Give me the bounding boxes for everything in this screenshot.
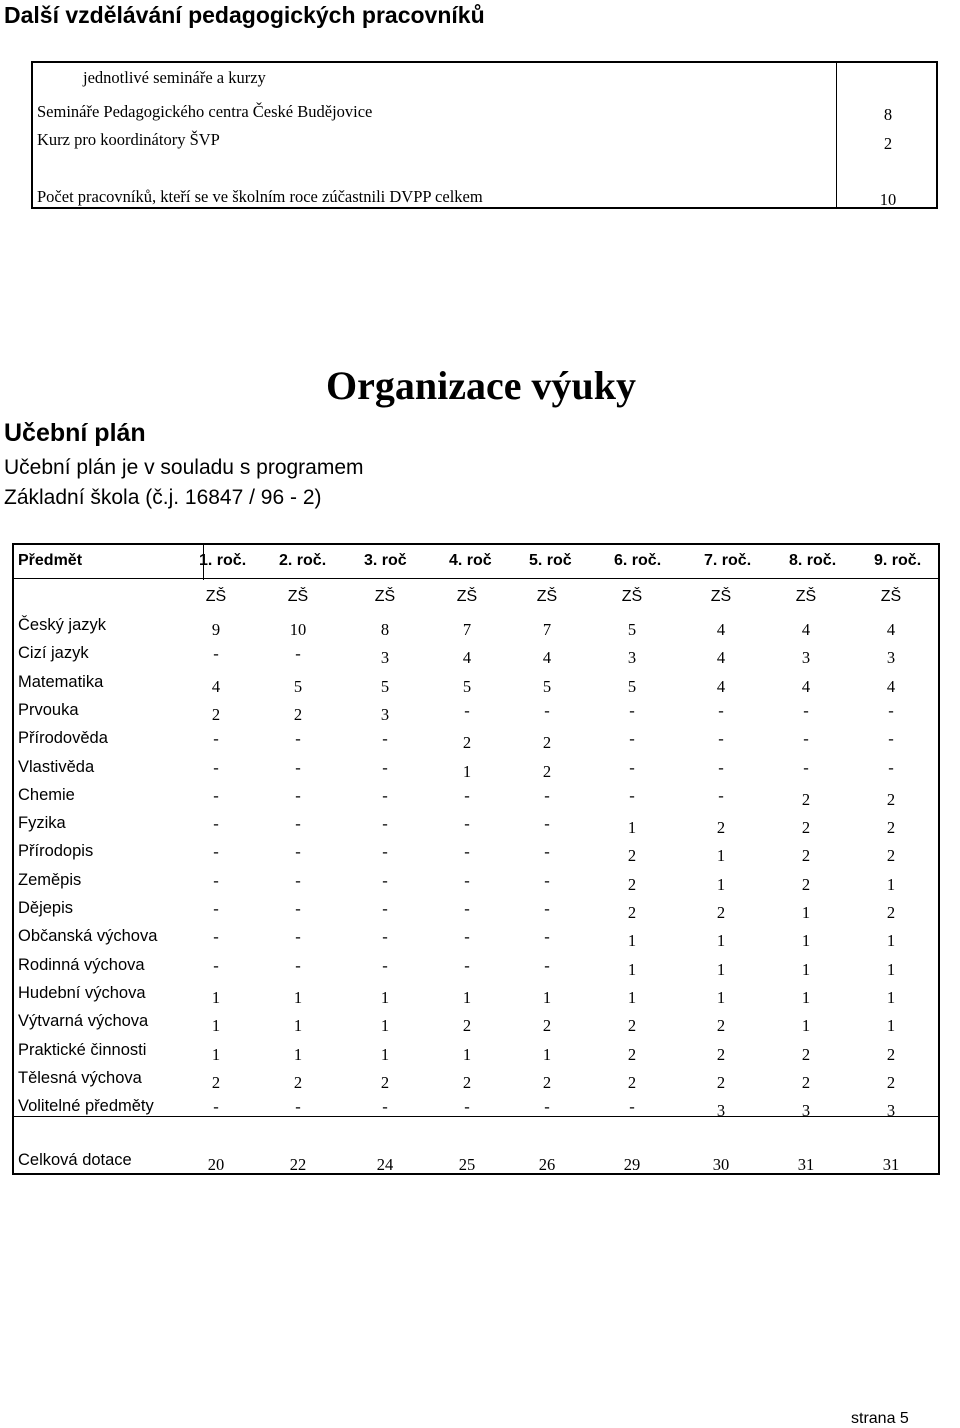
hours-cell: 2 bbox=[886, 818, 896, 837]
hours-cell: - bbox=[629, 701, 635, 720]
grade-header: 5. roč bbox=[529, 552, 572, 569]
hours-cell: 2 bbox=[801, 846, 811, 865]
hours-cell: 1 bbox=[627, 960, 637, 979]
hours-cell: 1 bbox=[211, 1045, 221, 1064]
dvpp-row-value: 2 bbox=[883, 134, 893, 153]
grade-header: 3. roč bbox=[364, 552, 407, 569]
hours-cell: 2 bbox=[293, 1073, 303, 1092]
total-cell: 22 bbox=[289, 1155, 307, 1174]
hours-cell: 2 bbox=[886, 790, 896, 809]
grade-header: 6. roč. bbox=[614, 552, 662, 569]
hours-cell: 4 bbox=[801, 620, 811, 639]
hours-cell: - bbox=[718, 701, 724, 720]
hours-cell: 1 bbox=[886, 960, 896, 979]
school-type-label: ZŠ bbox=[205, 588, 227, 605]
hours-cell: - bbox=[544, 899, 550, 918]
hours-cell: - bbox=[295, 927, 301, 946]
hours-cell: - bbox=[464, 927, 470, 946]
hours-cell: - bbox=[544, 927, 550, 946]
hours-cell: 1 bbox=[462, 1045, 472, 1064]
hours-cell: - bbox=[213, 786, 219, 805]
hours-cell: - bbox=[888, 729, 894, 748]
subject-label: Praktické činnosti bbox=[18, 1041, 147, 1059]
grade-header: 1. roč. bbox=[199, 552, 247, 569]
hours-cell: 3 bbox=[886, 648, 896, 667]
hours-cell: 5 bbox=[627, 620, 637, 639]
hours-cell: - bbox=[213, 899, 219, 918]
subject-label: Český jazyk bbox=[18, 616, 107, 634]
hours-cell: - bbox=[888, 701, 894, 720]
hours-cell: 5 bbox=[293, 677, 303, 696]
hours-cell: 8 bbox=[380, 620, 390, 639]
hours-cell: 5 bbox=[627, 677, 637, 696]
hours-cell: - bbox=[803, 729, 809, 748]
hours-cell: - bbox=[464, 701, 470, 720]
dvpp-table bbox=[31, 61, 938, 209]
school-type-label: ZŠ bbox=[456, 588, 478, 605]
hours-cell: - bbox=[464, 1097, 470, 1116]
total-cell: 26 bbox=[538, 1155, 556, 1174]
school-type-label: ZŠ bbox=[536, 588, 558, 605]
hours-cell: 3 bbox=[801, 1101, 811, 1120]
hours-cell: 2 bbox=[801, 1045, 811, 1064]
hours-cell: - bbox=[464, 786, 470, 805]
hours-cell: - bbox=[382, 871, 388, 890]
hours-cell: - bbox=[629, 729, 635, 748]
hours-cell: 1 bbox=[886, 875, 896, 894]
hours-cell: - bbox=[295, 956, 301, 975]
hours-cell: 2 bbox=[211, 705, 221, 724]
hours-cell: 2 bbox=[380, 1073, 390, 1092]
hours-cell: - bbox=[464, 871, 470, 890]
hours-cell: 1 bbox=[886, 1016, 896, 1035]
hours-cell: 3 bbox=[716, 1101, 726, 1120]
dvpp-row-label: Kurz pro koordinátory ŠVP bbox=[37, 130, 220, 149]
hours-cell: 2 bbox=[716, 1073, 726, 1092]
hours-cell: 2 bbox=[293, 705, 303, 724]
grade-header: 9. roč. bbox=[874, 552, 922, 569]
dvpp-row-label: Semináře Pedagogického centra České Budějovice bbox=[37, 102, 373, 121]
hours-cell: 2 bbox=[627, 903, 637, 922]
subject-label: Chemie bbox=[18, 786, 75, 804]
plan-table bbox=[12, 543, 940, 1175]
hours-cell: 2 bbox=[627, 875, 637, 894]
hours-cell: 2 bbox=[716, 903, 726, 922]
hours-cell: 7 bbox=[542, 620, 552, 639]
hours-cell: 2 bbox=[627, 1016, 637, 1035]
hours-cell: 2 bbox=[542, 1016, 552, 1035]
hours-cell: 2 bbox=[627, 846, 637, 865]
total-cell: 29 bbox=[623, 1155, 641, 1174]
hours-cell: 2 bbox=[627, 1073, 637, 1092]
hours-cell: 1 bbox=[293, 1045, 303, 1064]
hours-cell: 9 bbox=[211, 620, 221, 639]
hours-cell: 1 bbox=[716, 846, 726, 865]
subject-label: Hudební výchova bbox=[18, 984, 146, 1002]
hours-cell: 1 bbox=[886, 988, 896, 1007]
dvpp-total-value: 10 bbox=[879, 190, 897, 209]
hours-cell: - bbox=[213, 842, 219, 861]
hours-cell: - bbox=[295, 871, 301, 890]
hours-cell: - bbox=[464, 956, 470, 975]
organizace-title: Organizace výuky bbox=[326, 363, 636, 408]
grade-header: 2. roč. bbox=[279, 552, 327, 569]
hours-cell: - bbox=[382, 899, 388, 918]
total-cell: 31 bbox=[882, 1155, 900, 1174]
subject-label: Rodinná výchova bbox=[18, 956, 145, 974]
hours-cell: 4 bbox=[716, 677, 726, 696]
hours-cell: 1 bbox=[380, 1045, 390, 1064]
hours-cell: - bbox=[464, 842, 470, 861]
hours-cell: 2 bbox=[542, 762, 552, 781]
school-type-label: ZŠ bbox=[621, 588, 643, 605]
hours-cell: 2 bbox=[886, 846, 896, 865]
school-type-label: ZŠ bbox=[287, 588, 309, 605]
ucebni-plan-line: Učební plán je v souladu s programem bbox=[4, 456, 364, 479]
hours-cell: - bbox=[382, 814, 388, 833]
hours-cell: - bbox=[213, 814, 219, 833]
hours-cell: - bbox=[295, 899, 301, 918]
hours-cell: 1 bbox=[716, 931, 726, 950]
hours-cell: 1 bbox=[380, 1016, 390, 1035]
hours-cell: 5 bbox=[542, 677, 552, 696]
hours-cell: 3 bbox=[380, 705, 390, 724]
hours-cell: 2 bbox=[801, 875, 811, 894]
hours-cell: - bbox=[213, 956, 219, 975]
hours-cell: 4 bbox=[801, 677, 811, 696]
total-cell: 24 bbox=[376, 1155, 394, 1174]
hours-cell: - bbox=[464, 899, 470, 918]
subject-label: Prvouka bbox=[18, 701, 79, 719]
hours-cell: - bbox=[213, 644, 219, 663]
hours-cell: - bbox=[629, 758, 635, 777]
school-type-label: ZŠ bbox=[880, 588, 902, 605]
hours-cell: - bbox=[629, 1097, 635, 1116]
hours-cell: - bbox=[718, 758, 724, 777]
hours-cell: 2 bbox=[716, 1045, 726, 1064]
total-cell: 31 bbox=[797, 1155, 815, 1174]
school-type-label: ZŠ bbox=[795, 588, 817, 605]
hours-cell: 1 bbox=[542, 1045, 552, 1064]
subject-label: Tělesná výchova bbox=[18, 1069, 142, 1087]
hours-cell: 1 bbox=[211, 1016, 221, 1035]
hours-cell: 2 bbox=[627, 1045, 637, 1064]
hours-cell: - bbox=[382, 956, 388, 975]
hours-cell: 1 bbox=[716, 988, 726, 1007]
subject-header: Předmět bbox=[18, 552, 83, 569]
hours-cell: 1 bbox=[542, 988, 552, 1007]
hours-cell: 1 bbox=[801, 988, 811, 1007]
hours-cell: - bbox=[718, 729, 724, 748]
hours-cell: 5 bbox=[380, 677, 390, 696]
ucebni-plan-title: Učební plán bbox=[4, 419, 146, 447]
subject-label: Přírodověda bbox=[18, 729, 108, 747]
hours-cell: 1 bbox=[801, 1016, 811, 1035]
hours-cell: - bbox=[295, 758, 301, 777]
hours-cell: 3 bbox=[886, 1101, 896, 1120]
hours-cell: - bbox=[803, 701, 809, 720]
dvpp-total-label: Počet pracovníků, kteří se ve školním roce zúčastnili DVPP celkem bbox=[37, 187, 483, 206]
subject-label: Fyzika bbox=[18, 814, 66, 832]
dvpp-header: jednotlivé semináře a kurzy bbox=[83, 68, 266, 87]
hours-cell: 2 bbox=[886, 903, 896, 922]
hours-cell: 2 bbox=[542, 733, 552, 752]
subject-label: Přírodopis bbox=[18, 842, 94, 860]
dvpp-row-value: 8 bbox=[883, 105, 893, 124]
hours-cell: 10 bbox=[289, 620, 307, 639]
hours-cell: 1 bbox=[627, 988, 637, 1007]
hours-cell: 1 bbox=[627, 818, 637, 837]
hours-cell: - bbox=[382, 1097, 388, 1116]
subject-label: Volitelné předměty bbox=[18, 1097, 154, 1115]
hours-cell: 3 bbox=[801, 648, 811, 667]
hours-cell: 1 bbox=[627, 931, 637, 950]
hours-cell: 4 bbox=[886, 620, 896, 639]
hours-cell: - bbox=[629, 786, 635, 805]
hours-cell: - bbox=[382, 786, 388, 805]
hours-cell: - bbox=[213, 758, 219, 777]
hours-cell: - bbox=[718, 786, 724, 805]
total-cell: 25 bbox=[458, 1155, 476, 1174]
hours-cell: 4 bbox=[542, 648, 552, 667]
subject-label: Občanská výchova bbox=[18, 927, 158, 945]
hours-cell: 2 bbox=[801, 790, 811, 809]
hours-cell: 2 bbox=[716, 1016, 726, 1035]
subject-label: Vlastivěda bbox=[18, 758, 95, 776]
hours-cell: - bbox=[544, 1097, 550, 1116]
hours-cell: - bbox=[803, 758, 809, 777]
hours-cell: 1 bbox=[462, 762, 472, 781]
hours-cell: 2 bbox=[211, 1073, 221, 1092]
ucebni-plan-line: Základní škola (č.j. 16847 / 96 - 2) bbox=[4, 486, 322, 509]
page-number: strana 5 bbox=[851, 1410, 909, 1427]
hours-cell: - bbox=[382, 729, 388, 748]
hours-cell: 2 bbox=[801, 1073, 811, 1092]
subject-label: Cizí jazyk bbox=[18, 644, 89, 662]
hours-cell: - bbox=[382, 842, 388, 861]
hours-cell: - bbox=[544, 701, 550, 720]
hours-cell: - bbox=[382, 927, 388, 946]
hours-cell: 2 bbox=[462, 733, 472, 752]
hours-cell: - bbox=[213, 927, 219, 946]
hours-cell: - bbox=[295, 644, 301, 663]
hours-cell: - bbox=[464, 814, 470, 833]
hours-cell: 1 bbox=[716, 960, 726, 979]
hours-cell: 2 bbox=[462, 1073, 472, 1092]
hours-cell: - bbox=[295, 786, 301, 805]
hours-cell: 4 bbox=[716, 620, 726, 639]
hours-cell: 2 bbox=[542, 1073, 552, 1092]
school-type-label: ZŠ bbox=[710, 588, 732, 605]
hours-cell: 2 bbox=[801, 818, 811, 837]
school-type-label: ZŠ bbox=[374, 588, 396, 605]
grade-header: 7. roč. bbox=[704, 552, 752, 569]
hours-cell: - bbox=[544, 786, 550, 805]
hours-cell: - bbox=[213, 729, 219, 748]
hours-cell: - bbox=[295, 814, 301, 833]
hours-cell: 1 bbox=[211, 988, 221, 1007]
hours-cell: - bbox=[544, 842, 550, 861]
hours-cell: 4 bbox=[462, 648, 472, 667]
total-label: Celková dotace bbox=[18, 1151, 132, 1169]
hours-cell: 1 bbox=[801, 931, 811, 950]
grade-header: 8. roč. bbox=[789, 552, 837, 569]
hours-cell: 1 bbox=[293, 1016, 303, 1035]
hours-cell: - bbox=[382, 758, 388, 777]
header-divider bbox=[14, 578, 938, 579]
hours-cell: 4 bbox=[886, 677, 896, 696]
subject-label: Dějepis bbox=[18, 899, 74, 917]
hours-cell: 2 bbox=[716, 818, 726, 837]
hours-cell: 1 bbox=[293, 988, 303, 1007]
total-cell: 30 bbox=[712, 1155, 730, 1174]
hours-cell: 1 bbox=[801, 903, 811, 922]
hours-cell: 7 bbox=[462, 620, 472, 639]
hours-cell: - bbox=[544, 956, 550, 975]
page-title: Další vzdělávání pedagogických pracovníků bbox=[4, 2, 485, 28]
hours-cell: - bbox=[544, 871, 550, 890]
hours-cell: 1 bbox=[462, 988, 472, 1007]
subject-label: Matematika bbox=[18, 673, 104, 691]
total-cell: 20 bbox=[207, 1155, 225, 1174]
hours-cell: 5 bbox=[462, 677, 472, 696]
hours-cell: 4 bbox=[211, 677, 221, 696]
hours-cell: - bbox=[213, 1097, 219, 1116]
grade-header: 4. roč bbox=[449, 552, 492, 569]
hours-cell: - bbox=[295, 1097, 301, 1116]
hours-cell: 1 bbox=[380, 988, 390, 1007]
hours-cell: - bbox=[888, 758, 894, 777]
hours-cell: 2 bbox=[462, 1016, 472, 1035]
hours-cell: - bbox=[213, 871, 219, 890]
hours-cell: 1 bbox=[801, 960, 811, 979]
hours-cell: 1 bbox=[716, 875, 726, 894]
hours-cell: 2 bbox=[886, 1073, 896, 1092]
hours-cell: - bbox=[544, 814, 550, 833]
hours-cell: - bbox=[295, 842, 301, 861]
hours-cell: 2 bbox=[886, 1045, 896, 1064]
subject-label: Zeměpis bbox=[18, 871, 82, 889]
hours-cell: 4 bbox=[716, 648, 726, 667]
hours-cell: 3 bbox=[380, 648, 390, 667]
subject-label: Výtvarná výchova bbox=[18, 1012, 149, 1030]
hours-cell: - bbox=[295, 729, 301, 748]
hours-cell: 3 bbox=[627, 648, 637, 667]
hours-cell: 1 bbox=[886, 931, 896, 950]
